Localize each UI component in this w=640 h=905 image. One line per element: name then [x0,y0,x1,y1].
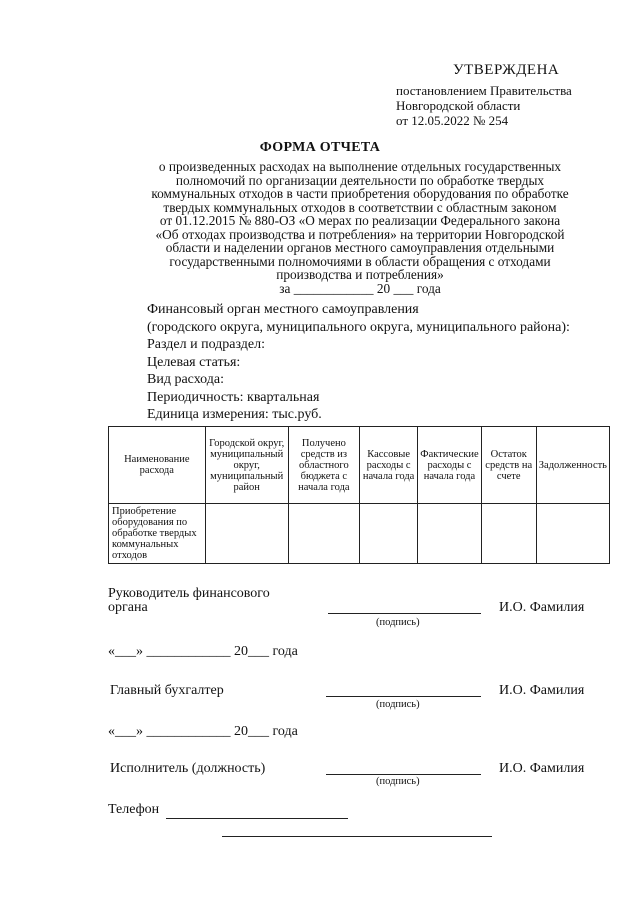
head-label-line: органа [108,600,148,615]
table-header-row [109,427,610,504]
subtitle-line: о произведенных расходах на выполнение отдельных государственных [158,159,562,174]
chief-accountant-signature-line[interactable] [326,696,481,697]
subtitle-line: области и наделении органов местного самоуправления отдельными [165,240,555,255]
executor-name: И.О. Фамилия [499,761,585,776]
table-header-cell: Остаток средств на счете [481,427,536,504]
table-header-cell: Городской округ, муниципальный округ, муниципальный район [205,427,288,504]
head-name: И.О. Фамилия [499,600,585,615]
table-cell[interactable] [418,504,481,564]
table-header-cell: Получено средств из областного бюджета с начала года [288,427,359,504]
info-line: Периодичность: квартальная [147,389,320,405]
form-subtitle [110,160,610,295]
table-header-cell: Фактические расходы с начала года [418,427,481,504]
subtitle-line: «Об отходах производства и потребления» на территории Новгородской [155,226,565,242]
table-cell: Приобретение оборудования по обработке твердых коммунальных отходов [109,504,206,564]
form-title: ФОРМА ОТЧЕТА [259,140,381,155]
subtitle-period-line: за ____________ 20 ___ года [279,280,441,296]
table-cell[interactable] [205,504,288,564]
subtitle-line: производства и потребления» [276,267,444,282]
report-table [108,426,610,564]
subtitle-line: коммунальных отходов в части приобретения оборудования по обработке [151,186,569,201]
executor-label: Исполнитель (должность) [110,761,266,776]
approval-line: постановлением Правительства [396,83,572,98]
info-line: Единица измерения: тыс.руб. [147,407,322,422]
chief-accountant-name: И.О. Фамилия [499,683,585,698]
table-header-cell: Кассовые расходы с начала года [359,427,417,504]
signature-caption: (подпись) [376,699,420,710]
report-info [147,301,570,424]
subtitle-line: от 01.12.2015 № 880-ОЗ «О мерах по реализации Федерального закона [159,213,561,228]
info-line: Вид расхода: [147,372,224,387]
date-line[interactable]: «___» ____________ 20___ года [108,644,298,659]
subtitle-line: твердых коммунальных отходов в соответствии с областным законом [163,199,557,215]
subtitle-line: полномочий по организации деятельности по обработке твердых [175,172,545,188]
head-signature-line[interactable] [328,613,481,614]
table-cell[interactable] [359,504,417,564]
table-cell[interactable] [481,504,536,564]
approval-stamp: УТВЕРЖДЕНА [453,62,560,78]
subtitle-line: государственными полномочиями в области обращения с отходами [169,253,551,269]
table-header-cell: Задолженность [536,427,609,504]
closing-divider [222,836,492,837]
approval-details [396,83,572,128]
info-line: Раздел и подраздел: [147,337,266,352]
table-cell[interactable] [288,504,359,564]
info-line: (городского округа, муниципального округа, муниципального района): [147,319,570,335]
approval-line: от 12.05.2022 № 254 [396,113,509,128]
signature-caption: (подпись) [376,776,420,787]
approval-line: Новгородской области [396,98,521,113]
table-row [109,504,610,564]
head-signatory-label [108,587,270,615]
head-label-line: Руководитель финансового [108,586,270,601]
table-cell[interactable] [536,504,609,564]
info-line: Целевая статья: [147,354,241,370]
phone-line[interactable] [166,818,348,819]
table-header-cell: Наименование расхода [109,427,206,504]
phone-label: Телефон [108,802,160,817]
chief-accountant-label: Главный бухгалтер [110,683,224,698]
date-line[interactable]: «___» ____________ 20___ года [108,724,298,739]
executor-signature-line[interactable] [326,774,481,775]
signature-caption: (подпись) [376,617,420,628]
info-line: Финансовый орган местного самоуправления [147,302,419,317]
